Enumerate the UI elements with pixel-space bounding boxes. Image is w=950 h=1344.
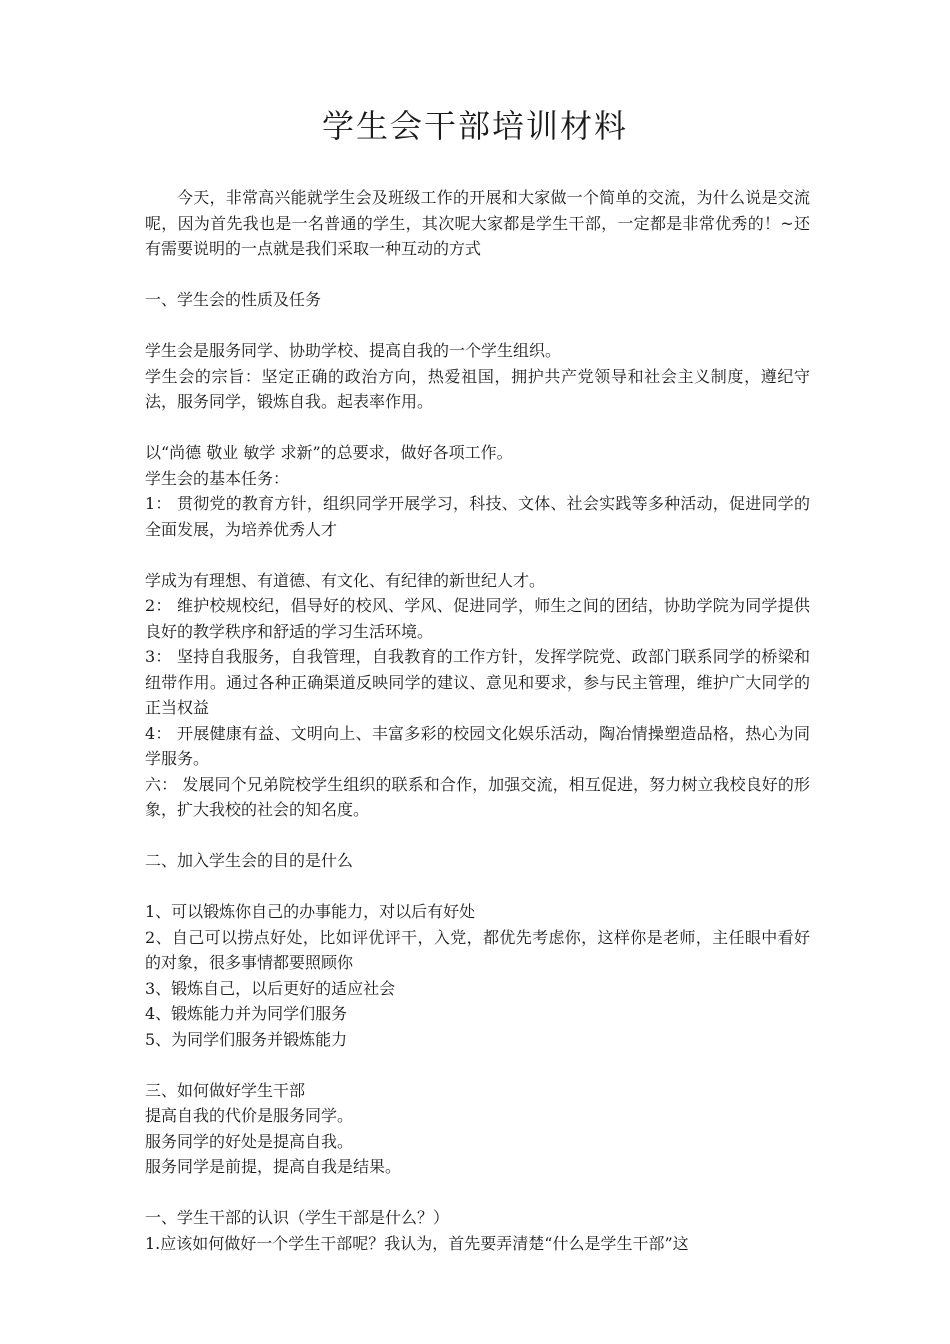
list-item: 1、可以锻炼你自己的办事能力，对以后有好处 bbox=[145, 902, 476, 921]
paragraph: 以“尚德 敬业 敏学 求新”的总要求，做好各项工作。 bbox=[145, 443, 513, 462]
document-body bbox=[145, 185, 810, 1256]
document-title: 学生会干部培训材料 bbox=[321, 107, 628, 145]
paragraph: 服务同学的好处是提高自我。 bbox=[145, 1131, 354, 1151]
task-item: 4： 开展健康有益、文明向上、丰富多彩的校园文化娱乐活动，陶冶情操塑造品格，热心为同学服务。 bbox=[145, 723, 810, 768]
spacer bbox=[145, 313, 810, 339]
task-item: 六： 发展同个兄弟院校学生组织的联系和合作，加强交流，相互促进，努力树立我校良好的形象，扩大我校的社会的知名度。 bbox=[145, 774, 810, 819]
list-item: 2、自己可以捞点好处，比如评优评干，入党，都优先考虑你，这样你是老师，主任眼中看好的对象，很多事情都要照顾你 bbox=[145, 927, 810, 972]
list-item: 4、锻炼能力并为同学们服务 bbox=[145, 1004, 348, 1023]
section-heading: 三、如何做好学生干部 bbox=[145, 1080, 306, 1100]
paragraph: 学生会的基本任务： bbox=[145, 468, 290, 488]
task-item: 2： 维护校规校纪，倡导好的校风、学风、促进同学，师生之间的团结，协助学院为同学提供良好的教学秩序和舒适的学习生活环境。 bbox=[145, 596, 810, 641]
paragraph: 学成为有理想、有道德、有文化、有纪律的新世纪人才。 bbox=[145, 570, 546, 590]
list-item: 3、锻炼自己，以后更好的适应社会 bbox=[145, 978, 396, 998]
spacer bbox=[145, 1052, 810, 1078]
intro-paragraph: 今天，非常高兴能就学生会及班级工作的开展和大家做一个简单的交流，为什么说是交流呢，因为首先我也是一名普通的学生，其次呢大家都是学生干部，一定都是非常优秀的！~还有需要说明的一点就是我们采取一种互动的方式 bbox=[145, 188, 810, 258]
spacer bbox=[145, 823, 810, 849]
paragraph: 服务同学是前提，提高自我是结果。 bbox=[145, 1157, 402, 1176]
paragraph: 提高自我的代价是服务同学。 bbox=[145, 1106, 354, 1125]
paragraph: 学生会的宗旨：坚定正确的政治方向，热爱祖国，拥护共产党领导和社会主义制度，遵纪守法，服务同学，锻炼自我。起表率作用。 bbox=[145, 366, 810, 411]
spacer bbox=[145, 1180, 810, 1206]
paragraph: 1.应该如何做好一个学生干部呢？我认为，首先要弄清楚“什么是学生干部”这 bbox=[145, 1233, 689, 1253]
task-item: 3： 坚持自我服务，自我管理，自我教育的工作方针，发挥学院党、政部门联系同学的桥梁和纽带作用。通过各种正确渠道反映同学的建议、意见和要求，参与民主管理，维护广大同学的正当权益 bbox=[145, 647, 810, 717]
spacer bbox=[145, 542, 810, 568]
paragraph: 学生会是服务同学、协助学校、提高自我的一个学生组织。 bbox=[145, 341, 562, 360]
section-heading: 一、学生会的性质及任务 bbox=[145, 290, 322, 309]
list-item: 5、为同学们服务并锻炼能力 bbox=[145, 1029, 348, 1049]
task-item: 1： 贯彻党的教育方针，组织同学开展学习，科技、文体、社会实践等多种活动，促进同学的全面发展，为培养优秀人才 bbox=[145, 494, 810, 539]
spacer bbox=[145, 262, 810, 288]
section-heading: 二、加入学生会的目的是什么 bbox=[145, 851, 354, 870]
spacer bbox=[145, 874, 810, 900]
section-heading: 一、学生干部的认识（学生干部是什么？） bbox=[145, 1208, 450, 1227]
spacer bbox=[145, 415, 810, 441]
